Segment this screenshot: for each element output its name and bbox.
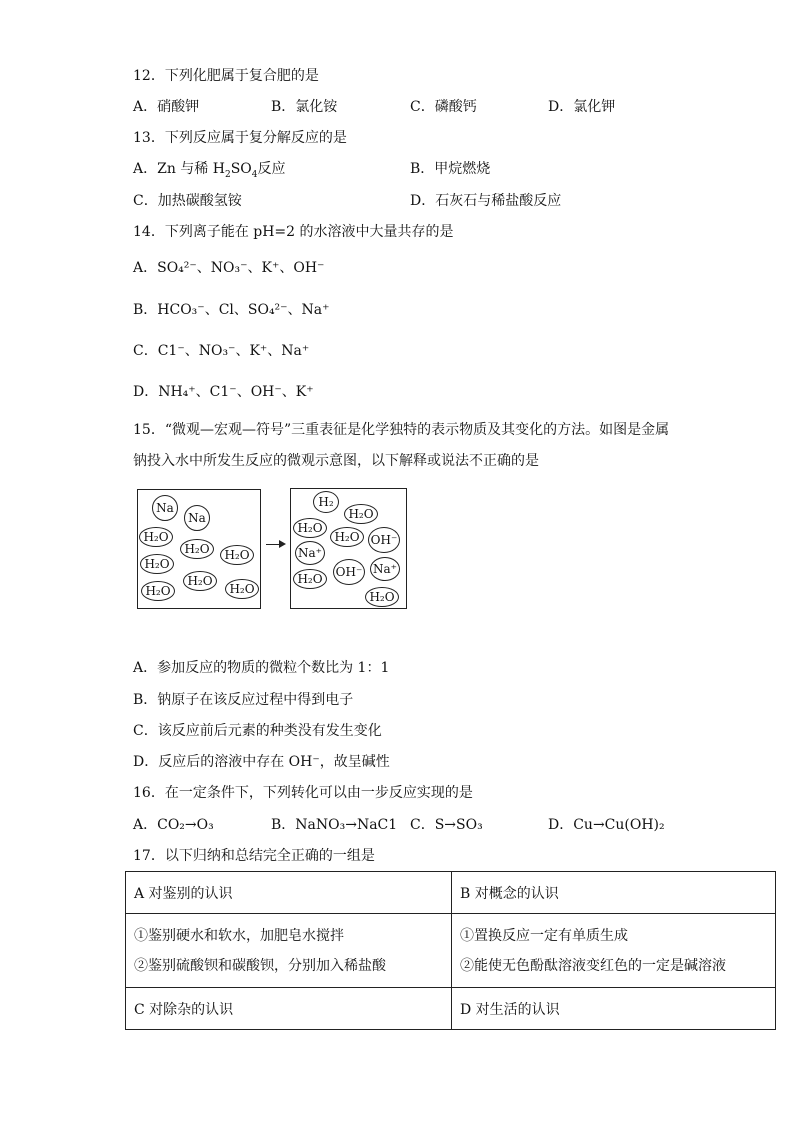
q12-option-b: B．氯化铵 — [271, 99, 338, 115]
q14-option-c: C．C1⁻、NO₃⁻、K⁺、Na⁺ — [133, 343, 310, 359]
molecule-h2: H₂ — [313, 491, 339, 513]
molecule-h2o: H₂O — [225, 579, 259, 599]
q17-cell-b-body — [452, 914, 776, 988]
molecule-h2o: H₂O — [140, 554, 174, 574]
molecule-h2o: H₂O — [344, 504, 378, 524]
q12-option-a: A．硝酸钾 — [133, 99, 200, 115]
q14-option-d: D．NH₄⁺、C1⁻、OH⁻、K⁺ — [133, 384, 314, 400]
q14-option-b: B．HCO₃⁻、Cl、SO₄²⁻、Na⁺ — [133, 302, 330, 318]
molecule-oh-ion: OH⁻ — [333, 559, 365, 585]
molecule-h2o: H₂O — [365, 587, 399, 607]
q14-option-a: A．SO₄²⁻、NO₃⁻、K⁺、OH⁻ — [133, 260, 325, 276]
molecule-h2o: H₂O — [330, 527, 364, 547]
q14-stem: 14．下列离子能在 pH=2 的水溶液中大量共存的是 — [133, 224, 454, 240]
molecule-h2o: H₂O — [293, 518, 327, 538]
molecule-na: Na — [184, 505, 210, 531]
molecule-h2o: H₂O — [293, 569, 327, 589]
q15-option-c: C．该反应前后元素的种类没有发生变化 — [133, 723, 382, 739]
q17-cell-a-body — [126, 914, 452, 988]
q13-option-b: B．甲烷燃烧 — [410, 161, 491, 177]
q13-option-d: D．石灰石与稀盐酸反应 — [410, 193, 562, 209]
q15-stem-line1: 15．“微观—宏观—符号”三重表征是化学独特的表示物质及其变化的方法。如图是金属 — [133, 422, 670, 438]
q16-option-d: D．Cu→Cu(OH)₂ — [548, 817, 665, 833]
q13-option-a: A．Zn 与稀 $H_2SO_4$反应 — [133, 161, 286, 180]
q15-stem-line2: 钠投入水中所发生反应的微观示意图，以下解释或说法不正确的是 — [133, 453, 539, 469]
q16-option-b: B．NaNO₃→NaC1 — [271, 817, 398, 833]
q17-cell-b-head: B 对概念的认识 — [452, 872, 776, 914]
molecule-h2o: H₂O — [139, 527, 173, 547]
q15-option-b: B．钠原子在该反应过程中得到电子 — [133, 692, 354, 708]
q13-stem: 13．下列反应属于复分解反应的是 — [133, 130, 347, 146]
molecule-h2o: H₂O — [141, 581, 175, 601]
molecule-h2o: H₂O — [180, 539, 214, 559]
q17-b-item2: ②能使无色酚酞溶液变红色的一定是碱溶液 — [460, 957, 726, 974]
molecule-na: Na — [152, 495, 178, 521]
q17-a-item1: ①鉴别硬水和软水，加肥皂水搅拌 — [134, 927, 344, 944]
q16-stem: 16．在一定条件下，下列转化可以由一步反应实现的是 — [133, 785, 473, 801]
q15-option-a: A．参加反应的物质的微粒个数比为 1：1 — [133, 660, 390, 676]
q16-option-a: A．CO₂→O₃ — [133, 817, 214, 833]
q17-stem: 17．以下归纳和总结完全正确的一组是 — [133, 848, 375, 864]
q17-b-item1: ①置换反应一定有单质生成 — [460, 927, 628, 944]
molecule-na-ion: Na⁺ — [370, 557, 400, 581]
reaction-arrow — [266, 544, 280, 545]
molecule-h2o: H₂O — [183, 571, 217, 591]
q17-table — [125, 871, 776, 1030]
q16-option-c: C．S→SO₃ — [410, 817, 483, 833]
q12-option-d: D．氯化钾 — [548, 99, 616, 115]
molecule-h2o: H₂O — [220, 545, 254, 565]
molecule-oh-ion: OH⁻ — [368, 527, 400, 553]
q17-cell-a-head: A 对鉴别的认识 — [126, 872, 452, 914]
q17-cell-c-head: C 对除杂的认识 — [126, 988, 452, 1030]
q15-option-d: D．反应后的溶液中存在 OH⁻，故呈碱性 — [133, 754, 390, 770]
q12-stem: 12．下列化肥属于复合肥的是 — [133, 68, 319, 84]
q12-option-c: C．磷酸钙 — [410, 99, 477, 115]
q13-option-c: C．加热碳酸氢铵 — [133, 193, 242, 209]
q17-a-item2: ②鉴别硫酸钡和碳酸钡，分别加入稀盐酸 — [134, 957, 386, 974]
q17-cell-d-head: D 对生活的认识 — [452, 988, 776, 1030]
molecule-na-ion: Na⁺ — [295, 541, 325, 565]
